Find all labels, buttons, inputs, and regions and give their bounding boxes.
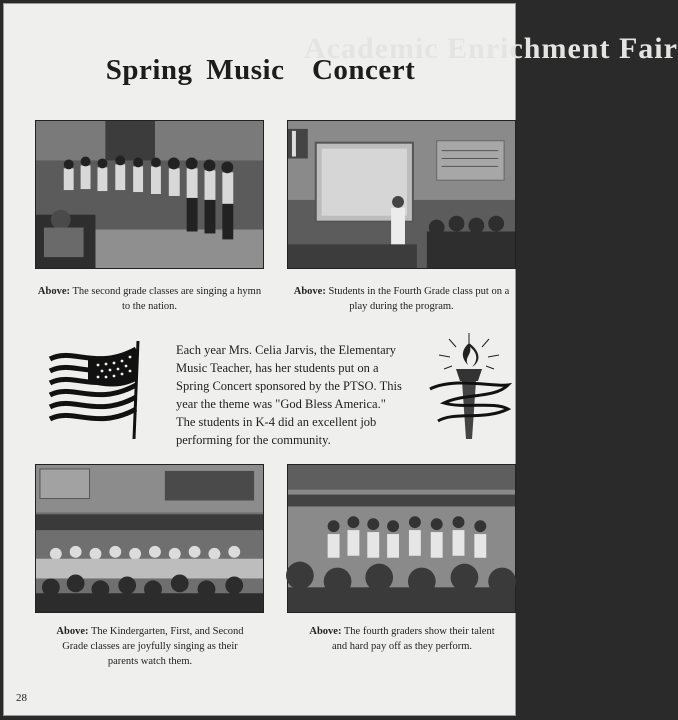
photo-caption bbox=[35, 284, 264, 314]
page-title: Spring Music Concert bbox=[105, 54, 416, 86]
liberty-torch-icon bbox=[424, 329, 514, 449]
caption-prefix: Above: bbox=[293, 286, 326, 297]
photo-kindergarten-singing bbox=[35, 464, 264, 613]
article-body: Each year Mrs. Celia Jarvis, the Elementary Music Teacher, has her students put on a Spring Concert sponsored by the PTSO. This year the theme was "God Bless America." The students in K-4 did an excellent job performing for the community. bbox=[176, 343, 402, 447]
faded-heading-bleedthrough: Academic Enrichment Fair bbox=[304, 32, 678, 65]
caption-prefix: Above: bbox=[56, 626, 89, 637]
caption-text: The second grade classes are singing a hymn to the nation. bbox=[72, 286, 262, 312]
caption-text: The fourth graders show their talent and hard pay off as they perform. bbox=[331, 626, 495, 652]
yearbook-page bbox=[3, 3, 678, 716]
photo-caption bbox=[50, 624, 250, 669]
american-flag-icon bbox=[42, 337, 146, 441]
page-number: 28 bbox=[16, 692, 27, 704]
caption-text: Students in the Fourth Grade class put on a play during the program. bbox=[328, 286, 510, 312]
caption-prefix: Above: bbox=[309, 626, 342, 637]
photo-fourth-graders-perform bbox=[287, 464, 516, 613]
photo-fourth-grade-play bbox=[287, 120, 516, 269]
caption-prefix: Above: bbox=[37, 286, 70, 297]
photo-second-grade-singing bbox=[35, 120, 264, 269]
caption-text: The Kindergarten, First, and Second Grade classes are joyfully singing as their parents watch them. bbox=[62, 626, 244, 667]
photo-caption bbox=[287, 284, 516, 314]
photo-caption bbox=[302, 624, 502, 654]
